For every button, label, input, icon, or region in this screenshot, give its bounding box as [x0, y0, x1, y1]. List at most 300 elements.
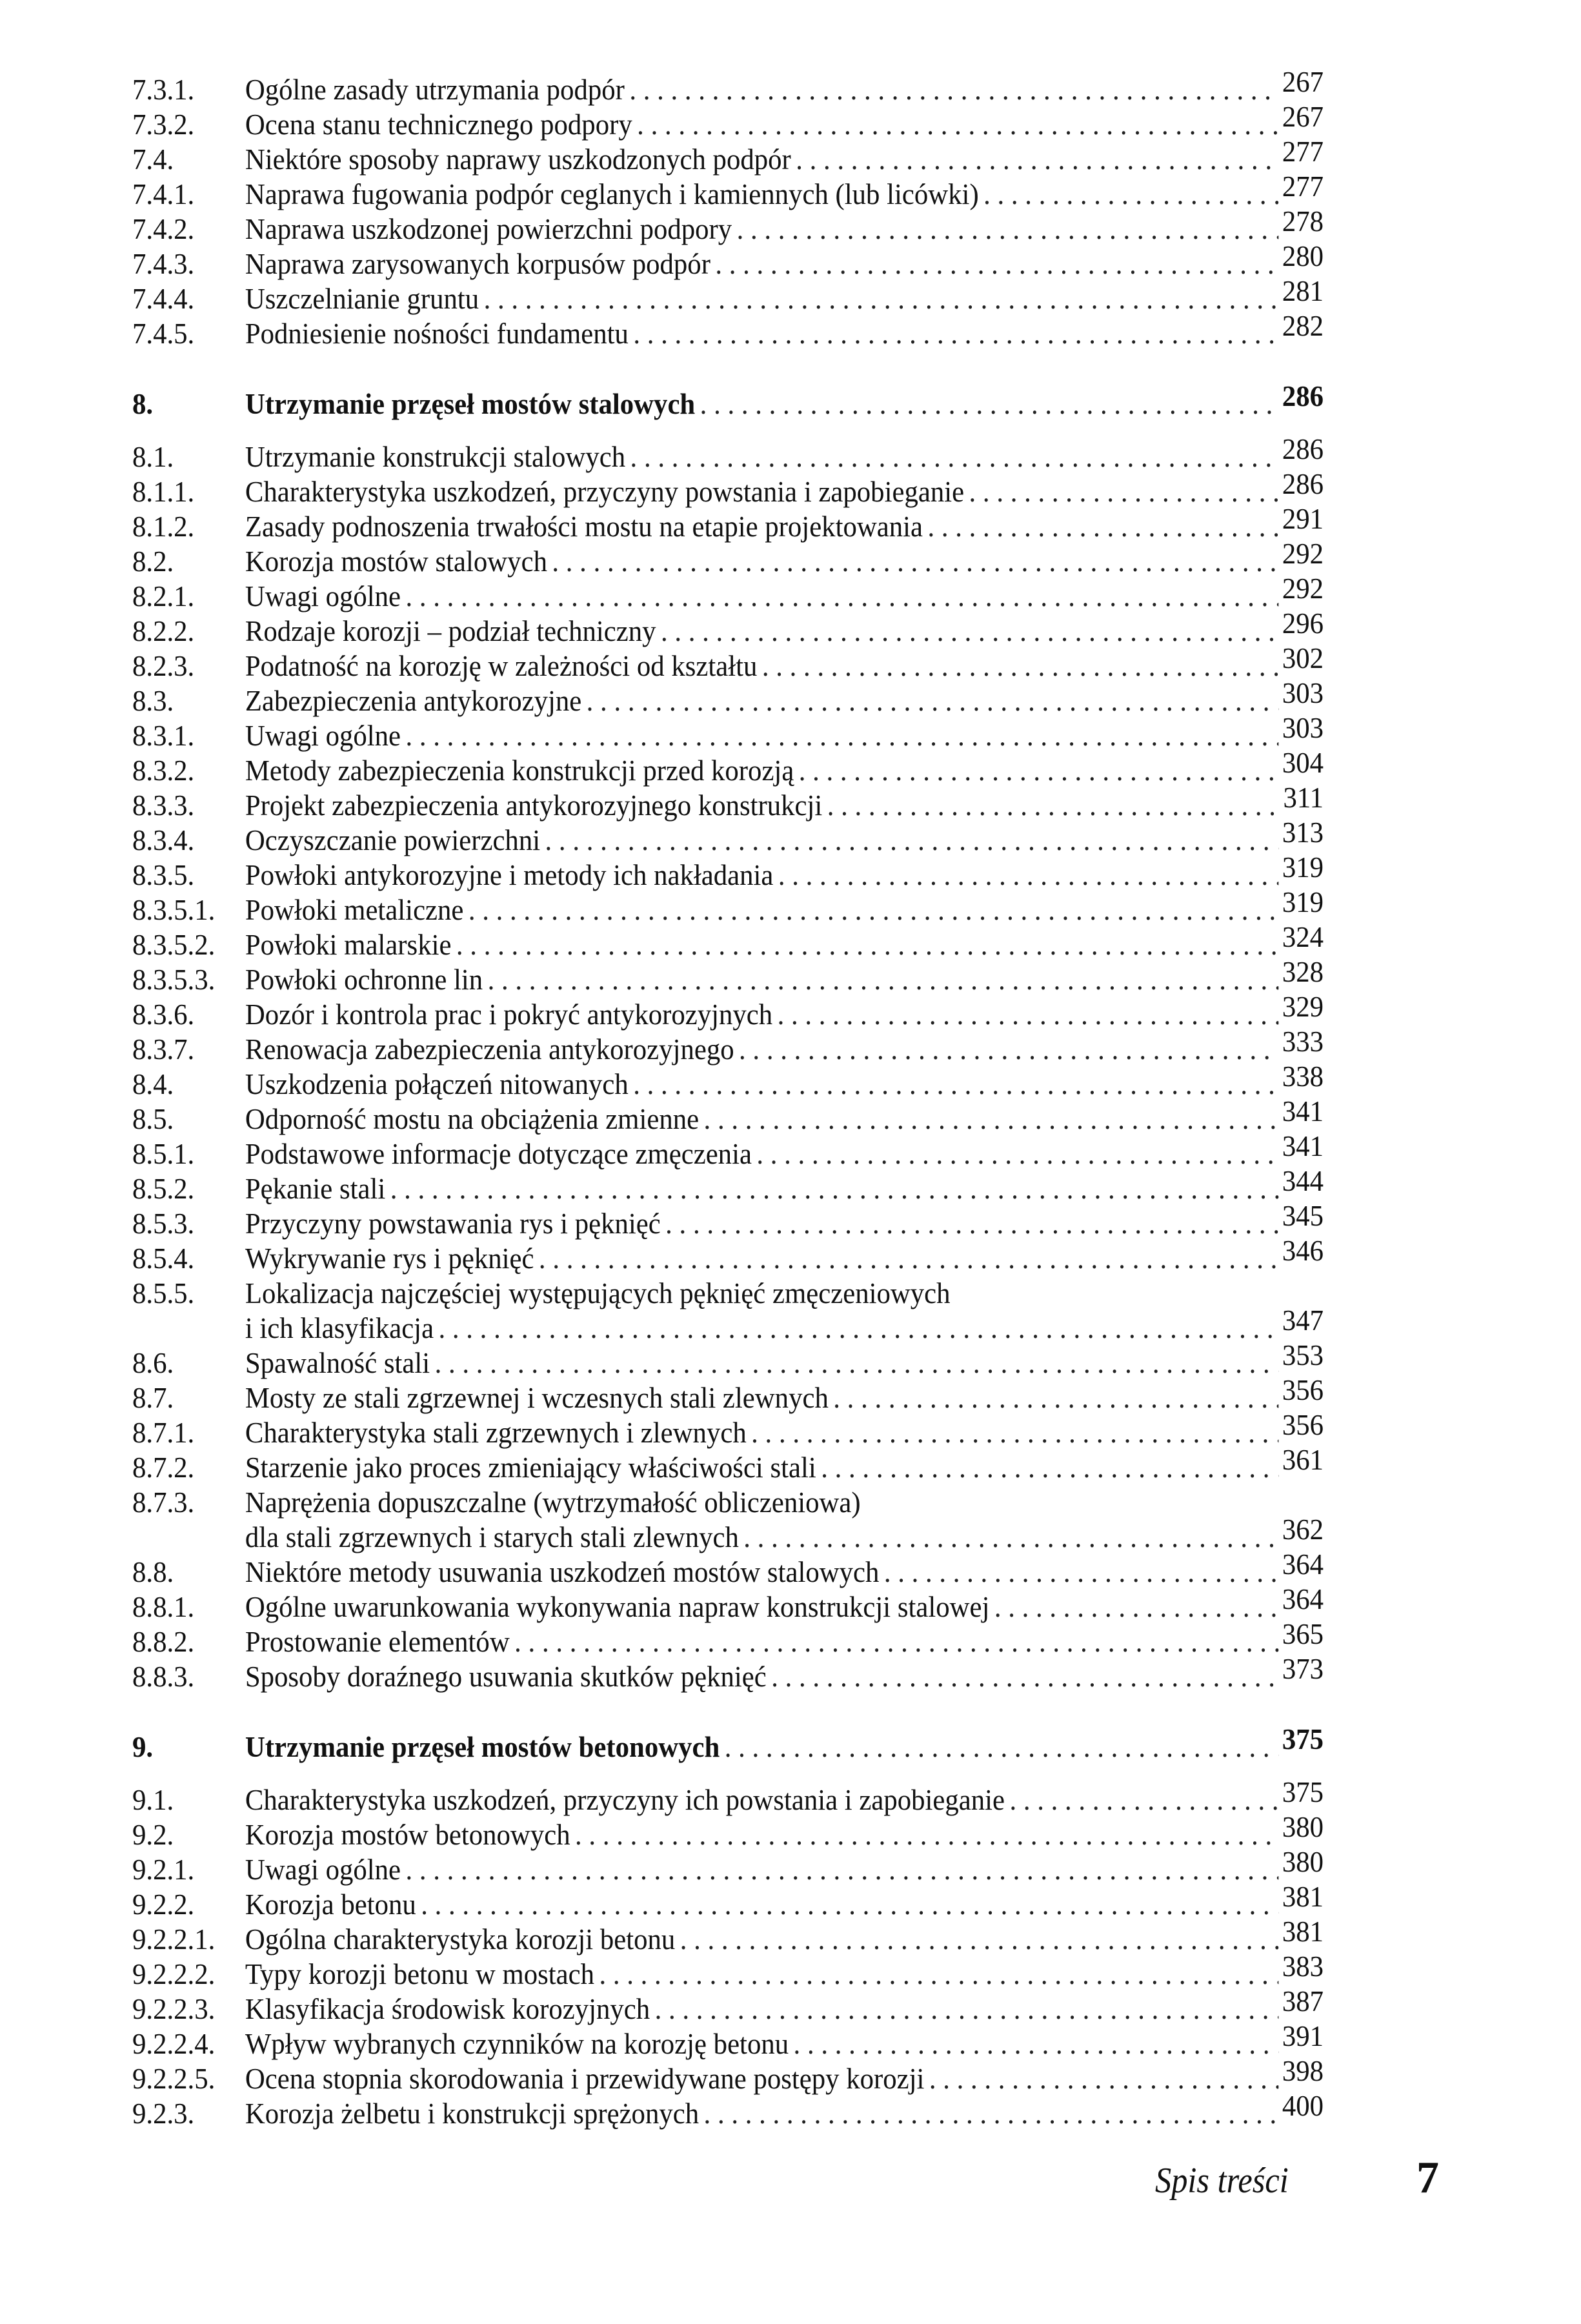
toc-entry[interactable] [132, 205, 1324, 247]
section-number: 8.6. [132, 1346, 174, 1379]
dot-leader [587, 683, 1279, 718]
entry-line [245, 1548, 1324, 1590]
dot-leader [778, 997, 1279, 1032]
section-title: Niektóre sposoby naprawy uszkodzonych podpór [245, 142, 796, 177]
spacer [132, 421, 1413, 440]
section-title: Projekt zabezpieczenia antykorozyjnego konstrukcji [245, 788, 827, 823]
toc-entry[interactable] [132, 1164, 1324, 1206]
dot-leader [633, 1067, 1278, 1102]
toc-entry[interactable] [132, 1095, 1324, 1137]
section-number: 8.8. [132, 1555, 174, 1588]
page-reference: 303 [1282, 711, 1324, 744]
section-number: 9.2.2.1. [132, 1923, 216, 1955]
section-number: 9.2.1. [132, 1853, 195, 1886]
page-reference: 341 [1282, 1129, 1324, 1162]
toc-entry[interactable] [132, 65, 1324, 107]
entry-line [245, 65, 1324, 107]
entry-line [245, 309, 1324, 351]
page-reference: 286 [1282, 379, 1324, 412]
section-number: 8.3.5.3. [132, 963, 216, 996]
section-title: Metody zabezpieczenia konstrukcji przed korozją [245, 753, 799, 788]
section-title: Naprawa fugowania podpór ceglanych i kamiennych (lub licówki) [245, 177, 983, 212]
entry-line [245, 100, 1324, 142]
entry-line [245, 990, 1324, 1032]
dot-leader [439, 1311, 1279, 1346]
section-number: 9.2.2.3. [132, 1992, 216, 2025]
dot-leader [655, 1992, 1279, 2026]
toc-entry[interactable] [132, 572, 1324, 614]
page-reference: 356 [1282, 1408, 1324, 1441]
entry-line [245, 1129, 1324, 1171]
section-number: 8.1.1. [132, 475, 195, 508]
dot-leader [743, 1520, 1278, 1555]
section-title: Spawalność stali [245, 1346, 435, 1380]
toc-entry[interactable] [132, 1129, 1324, 1171]
dot-leader [599, 1957, 1278, 1992]
toc-entry-continuation[interactable] [132, 1513, 1324, 1555]
dot-leader [827, 788, 1280, 823]
spacer [132, 351, 1413, 387]
entry-line [245, 1915, 1324, 1957]
dot-leader [539, 1241, 1278, 1276]
entry-line [245, 1304, 1324, 1346]
page-reference: 286 [1282, 432, 1324, 465]
entry-line [245, 1880, 1324, 1922]
toc-entry[interactable] [132, 920, 1324, 962]
section-number: 9.2.2.4. [132, 2027, 216, 2060]
section-title: Korozja żelbetu i konstrukcji sprężonych [245, 2096, 704, 2131]
toc-entry[interactable] [132, 2054, 1324, 2096]
page-reference: 364 [1282, 1548, 1324, 1581]
section-title: Podniesienie nośności fundamentu [245, 316, 634, 351]
section-number: 8.3.5.2. [132, 928, 216, 961]
page-reference: 291 [1282, 502, 1324, 535]
toc-entry[interactable] [132, 2089, 1324, 2131]
toc-entry[interactable] [132, 135, 1324, 177]
page-reference: 338 [1282, 1060, 1324, 1093]
section-title: Korozja betonu [245, 1887, 421, 1922]
section-number: 8.3. [132, 684, 174, 717]
page-reference: 333 [1282, 1025, 1324, 1058]
toc-entry[interactable] [132, 1548, 1324, 1590]
dot-leader [715, 247, 1278, 281]
page-reference: 296 [1282, 607, 1324, 640]
section-number: 8.1.2. [132, 510, 195, 543]
section-title: Klasyfikacja środowisk korozyjnych [245, 1992, 655, 2026]
dot-leader [704, 1102, 1279, 1137]
entry-line [245, 851, 1324, 893]
section-title: Ocena stanu technicznego podpory [245, 107, 637, 142]
page-reference: 341 [1282, 1095, 1324, 1127]
dot-leader [405, 579, 1278, 614]
dot-leader [405, 1852, 1278, 1887]
section-number: 8.8.2. [132, 1625, 195, 1658]
section-title: Powłoki metaliczne [245, 893, 468, 927]
section-title: Korozja mostów stalowych [245, 544, 552, 579]
toc-entry[interactable] [132, 239, 1324, 281]
toc-entry[interactable] [132, 990, 1324, 1032]
toc-entry[interactable] [132, 1985, 1324, 2026]
page-reference: 328 [1282, 955, 1324, 988]
dot-leader [661, 614, 1278, 649]
page-reference: 375 [1282, 1775, 1324, 1808]
toc-entry[interactable] [132, 502, 1324, 544]
page-reference: 362 [1282, 1513, 1324, 1546]
section-title: Zasady podnoszenia trwałości mostu na etapie projektowania [245, 509, 928, 544]
page-reference: 292 [1282, 572, 1324, 605]
section-title: Odporność mostu na obciążenia zmienne [245, 1102, 704, 1137]
dot-leader [575, 1817, 1278, 1852]
section-title: Niektóre metody usuwania uszkodzeń mostów stalowych [245, 1555, 884, 1590]
entry-line [245, 607, 1324, 649]
page-reference: 303 [1282, 676, 1324, 709]
entry-line [245, 1652, 1324, 1694]
page-reference: 391 [1282, 2019, 1324, 2052]
page-reference: 398 [1282, 2054, 1324, 2087]
section-title: Charakterystyka uszkodzeń, przyczyny ich powstania i zapobieganie [245, 1783, 1010, 1817]
page-number: 7 [1416, 2153, 1439, 2203]
entry-line [245, 781, 1324, 823]
section-title: Wykrywanie rys i pęknięć [245, 1241, 539, 1276]
dot-leader [545, 823, 1279, 858]
entry-line [245, 170, 1324, 212]
entry-line [245, 1164, 1324, 1206]
section-number: 8.8.3. [132, 1660, 195, 1693]
page-reference: 353 [1282, 1339, 1324, 1371]
toc-entry[interactable] [132, 1845, 1324, 1887]
dot-leader [456, 927, 1278, 962]
dot-leader [665, 1206, 1278, 1241]
entry-line [245, 1845, 1324, 1887]
dot-leader [700, 387, 1279, 421]
toc-entry[interactable] [132, 1276, 1324, 1311]
section-number: 8.7.3. [132, 1486, 195, 1519]
toc-entry[interactable] [132, 1915, 1324, 1957]
section-number: 9.2.2.5. [132, 2062, 216, 2095]
page-reference: 365 [1282, 1617, 1324, 1650]
page-reference: 280 [1282, 239, 1324, 272]
entry-line [245, 1485, 1324, 1520]
toc-entry[interactable] [132, 1443, 1324, 1485]
section-number: 8.5. [132, 1102, 174, 1135]
section-number: 7.3.2. [132, 108, 195, 141]
section-number: 8.3.3. [132, 789, 195, 822]
section-title: Pękanie stali [245, 1171, 390, 1206]
page-footer [0, 2152, 1581, 2210]
toc-entry[interactable] [132, 955, 1324, 997]
entry-line [245, 955, 1324, 997]
section-number: 7.4.1. [132, 177, 195, 210]
page-reference: 282 [1282, 309, 1324, 342]
chapter-heading[interactable] [132, 379, 1324, 421]
section-number: 7.4. [132, 143, 174, 176]
entry-line [245, 2089, 1324, 2131]
entry-line [245, 205, 1324, 247]
section-number: 8.3.5.1. [132, 893, 216, 926]
section-number: 8.3.4. [132, 824, 195, 856]
section-number: 8.7.2. [132, 1451, 195, 1484]
dot-leader [927, 509, 1278, 544]
dot-leader [435, 1346, 1279, 1380]
entry-line [245, 2019, 1324, 2061]
dot-leader [821, 1450, 1278, 1485]
page-reference: 329 [1282, 990, 1324, 1023]
page-reference: 302 [1282, 642, 1324, 674]
entry-line [245, 239, 1324, 281]
toc-entry[interactable] [132, 607, 1324, 649]
toc-entry[interactable] [132, 170, 1324, 212]
section-number: 8.7.1. [132, 1416, 195, 1449]
toc-entry[interactable] [132, 274, 1324, 316]
section-number: 8.5.3. [132, 1207, 195, 1240]
dot-leader [833, 1380, 1278, 1415]
section-title: Ocena stopnia skorodowania i przewidywane postępy korozji [245, 2061, 929, 2096]
spacer [132, 1694, 1413, 1730]
section-title: dla stali zgrzewnych i starych stali zlewnych [245, 1520, 743, 1555]
section-number: 8.4. [132, 1067, 174, 1100]
section-title: Renowacja zabezpieczenia antykorozyjnego [245, 1032, 739, 1067]
entry-line [245, 2054, 1324, 2096]
toc-entry[interactable] [132, 676, 1324, 718]
toc-entry[interactable] [132, 1485, 1324, 1520]
section-title: Lokalizacja najczęściej występujących pęknięć zmęczeniowych [245, 1276, 955, 1311]
section-number: 8.5.1. [132, 1137, 195, 1170]
section-title: Wpływ wybranych czynników na korozję betonu [245, 2026, 794, 2061]
dot-leader [405, 718, 1278, 753]
section-number: 8.5.2. [132, 1172, 195, 1205]
entry-line [245, 1582, 1324, 1624]
toc-entry[interactable] [132, 537, 1324, 579]
page-reference: 347 [1282, 1304, 1324, 1337]
section-number: 8.1. [132, 440, 174, 473]
entry-line [245, 572, 1324, 614]
toc-entry[interactable] [132, 1025, 1324, 1067]
toc-entry[interactable] [132, 1373, 1324, 1415]
section-title: Ogólna charakterystyka korozji betonu [245, 1922, 680, 1957]
toc-entry[interactable] [132, 1234, 1324, 1276]
entry-line [245, 1234, 1324, 1276]
section-number: 8.3.6. [132, 998, 195, 1031]
toc-entry[interactable] [132, 746, 1324, 788]
page-reference: 381 [1282, 1915, 1324, 1948]
dot-leader [994, 1590, 1278, 1624]
section-title: Ogólne uwarunkowania wykonywania napraw konstrukcji stalowej [245, 1590, 994, 1624]
entry-line [245, 676, 1324, 718]
entry-line [245, 816, 1324, 858]
entry-line [245, 1339, 1324, 1380]
dot-leader [762, 649, 1278, 683]
entry-line [245, 1810, 1324, 1852]
page-reference: 324 [1282, 920, 1324, 953]
section-title: Utrzymanie przęseł mostów stalowych [245, 387, 700, 421]
entry-line [245, 711, 1324, 753]
section-title: Zabezpieczenia antykorozyjne [245, 683, 587, 718]
section-number: 8.7. [132, 1381, 174, 1414]
section-title: Uszczelnianie gruntu [245, 281, 484, 316]
dot-leader [552, 544, 1278, 579]
section-title: Powłoki ochronne lin [245, 962, 488, 997]
section-title: Dozór i kontrola prac i pokryć antykorozyjnych [245, 997, 778, 1032]
dot-leader [704, 2096, 1279, 2131]
section-number: 9.1. [132, 1783, 174, 1816]
section-title: Charakterystyka uszkodzeń, przyczyny powstania i zapobieganie [245, 474, 969, 509]
page-reference: 387 [1282, 1985, 1324, 2017]
section-title: Rodzaje korozji – podział techniczny [245, 614, 661, 649]
entry-line [245, 1025, 1324, 1067]
toc-entry[interactable] [132, 816, 1324, 858]
table-of-contents [132, 65, 1413, 2131]
entry-line [245, 885, 1324, 927]
page-reference: 278 [1282, 205, 1324, 237]
page-reference: 380 [1282, 1845, 1324, 1878]
dot-leader [390, 1171, 1279, 1206]
section-number: 8.3.7. [132, 1033, 195, 1066]
chapter-heading[interactable] [132, 1723, 1324, 1764]
toc-entry[interactable] [132, 1950, 1324, 1992]
section-number: 9.2.2.2. [132, 1957, 216, 1990]
section-title: Powłoki antykorozyjne i metody ich nakładania [245, 858, 778, 893]
dot-leader [778, 858, 1278, 893]
toc-entry[interactable] [132, 1880, 1324, 1922]
entry-line [245, 1095, 1324, 1137]
toc-entry[interactable] [132, 1339, 1324, 1380]
dot-leader [737, 212, 1279, 247]
page-reference: 267 [1282, 65, 1324, 98]
dot-leader [969, 474, 1279, 509]
section-title: Powłoki malarskie [245, 927, 456, 962]
spacer [132, 1764, 1413, 1783]
page-reference: 292 [1282, 537, 1324, 570]
section-number: 8.3.5. [132, 858, 195, 891]
entry-line [245, 1723, 1324, 1764]
page-reference: 383 [1282, 1950, 1324, 1983]
toc-entry[interactable] [132, 885, 1324, 927]
entry-line [245, 1060, 1324, 1102]
page-reference: 286 [1282, 467, 1324, 500]
section-number: 8.5.4. [132, 1242, 195, 1275]
toc-entry[interactable] [132, 1617, 1324, 1659]
section-title: Ogólne zasady utrzymania podpór [245, 72, 629, 107]
dot-leader [630, 440, 1279, 474]
section-number: 8.2.3. [132, 649, 195, 682]
toc-entry[interactable] [132, 467, 1324, 509]
dot-leader [637, 107, 1278, 142]
page-reference: 311 [1283, 781, 1324, 814]
entry-line [245, 274, 1324, 316]
dot-leader [514, 1624, 1278, 1659]
section-number: 8.5.5. [132, 1277, 195, 1309]
dot-leader [794, 2026, 1279, 2061]
section-number: 8.2. [132, 545, 174, 578]
page-reference: 281 [1282, 274, 1324, 307]
section-number: 8.8.1. [132, 1590, 195, 1623]
section-title: Podatność na korozję w zależności od kształtu [245, 649, 762, 683]
dot-leader [725, 1730, 1279, 1764]
dot-leader [680, 1922, 1279, 1957]
entry-line [245, 537, 1324, 579]
toc-entry[interactable] [132, 432, 1324, 474]
section-title: Uwagi ogólne [245, 718, 406, 753]
section-title: Charakterystyka stali zgrzewnych i zlewnych [245, 1415, 751, 1450]
section-title: Mosty ze stali zgrzewnej i wczesnych stali zlewnych [245, 1380, 833, 1415]
toc-entry[interactable] [132, 1408, 1324, 1450]
toc-entry[interactable] [132, 309, 1324, 351]
entry-line [245, 379, 1324, 421]
entry-line [245, 135, 1324, 177]
section-title: Uwagi ogólne [245, 579, 406, 614]
dot-leader [633, 316, 1278, 351]
section-title: Utrzymanie konstrukcji stalowych [245, 440, 630, 474]
page-reference: 319 [1282, 851, 1324, 884]
toc-entry[interactable] [132, 100, 1324, 142]
section-title: Prostowanie elementów [245, 1624, 514, 1659]
section-title: Sposoby doraźnego usuwania skutków pęknięć [245, 1659, 771, 1694]
entry-line [245, 920, 1324, 962]
section-number: 7.4.4. [132, 282, 195, 315]
page-reference: 319 [1282, 885, 1324, 918]
entry-line [245, 746, 1324, 788]
entry-line [245, 1950, 1324, 1992]
section-title: Oczyszczanie powierzchni [245, 823, 545, 858]
section-title: Podstawowe informacje dotyczące zmęczenia [245, 1137, 757, 1171]
toc-entry-continuation[interactable] [132, 1304, 1324, 1346]
page-reference: 346 [1282, 1234, 1324, 1267]
page-reference: 400 [1282, 2089, 1324, 2122]
page-reference: 375 [1282, 1723, 1324, 1755]
entry-line [245, 1513, 1324, 1555]
toc-entry[interactable] [132, 1810, 1324, 1852]
toc-entry[interactable] [132, 1652, 1324, 1694]
page-reference: 304 [1282, 746, 1324, 779]
page-reference: 277 [1282, 135, 1324, 168]
section-title: Uszkodzenia połączeń nitowanych [245, 1067, 633, 1102]
section-title: Naprężenia dopuszczalne (wytrzymałość obliczeniowa) [245, 1485, 865, 1520]
entry-line [245, 432, 1324, 474]
dot-leader [756, 1137, 1278, 1171]
dot-leader [484, 281, 1279, 316]
dot-leader [421, 1887, 1278, 1922]
dot-leader [771, 1659, 1278, 1694]
page-reference: 373 [1282, 1652, 1324, 1685]
section-number: 8.2.2. [132, 614, 195, 647]
toc-entry[interactable] [132, 781, 1324, 823]
section-number: 9.2.3. [132, 2097, 195, 2130]
toc-entry[interactable] [132, 851, 1324, 893]
toc-entry[interactable] [132, 642, 1324, 683]
entry-line [245, 1617, 1324, 1659]
dot-leader [1009, 1783, 1278, 1817]
section-title: Naprawa uszkodzonej powierzchni podpory [245, 212, 737, 247]
toc-entry[interactable] [132, 711, 1324, 753]
page-reference: 313 [1282, 816, 1324, 849]
toc-entry[interactable] [132, 1060, 1324, 1102]
entry-line [245, 1985, 1324, 2026]
dot-leader [799, 753, 1279, 788]
page-reference: 267 [1282, 100, 1324, 133]
dot-leader [629, 72, 1278, 107]
toc-entry[interactable] [132, 1775, 1324, 1817]
page-reference: 380 [1282, 1810, 1324, 1843]
entry-line [245, 467, 1324, 509]
section-number: 7.4.5. [132, 317, 195, 350]
toc-entry[interactable] [132, 1199, 1324, 1241]
toc-entry[interactable] [132, 1582, 1324, 1624]
dot-leader [884, 1555, 1278, 1590]
toc-entry[interactable] [132, 2019, 1324, 2061]
section-number: 9. [132, 1730, 154, 1763]
entry-line [245, 1276, 1324, 1311]
section-title: Uwagi ogólne [245, 1852, 406, 1887]
